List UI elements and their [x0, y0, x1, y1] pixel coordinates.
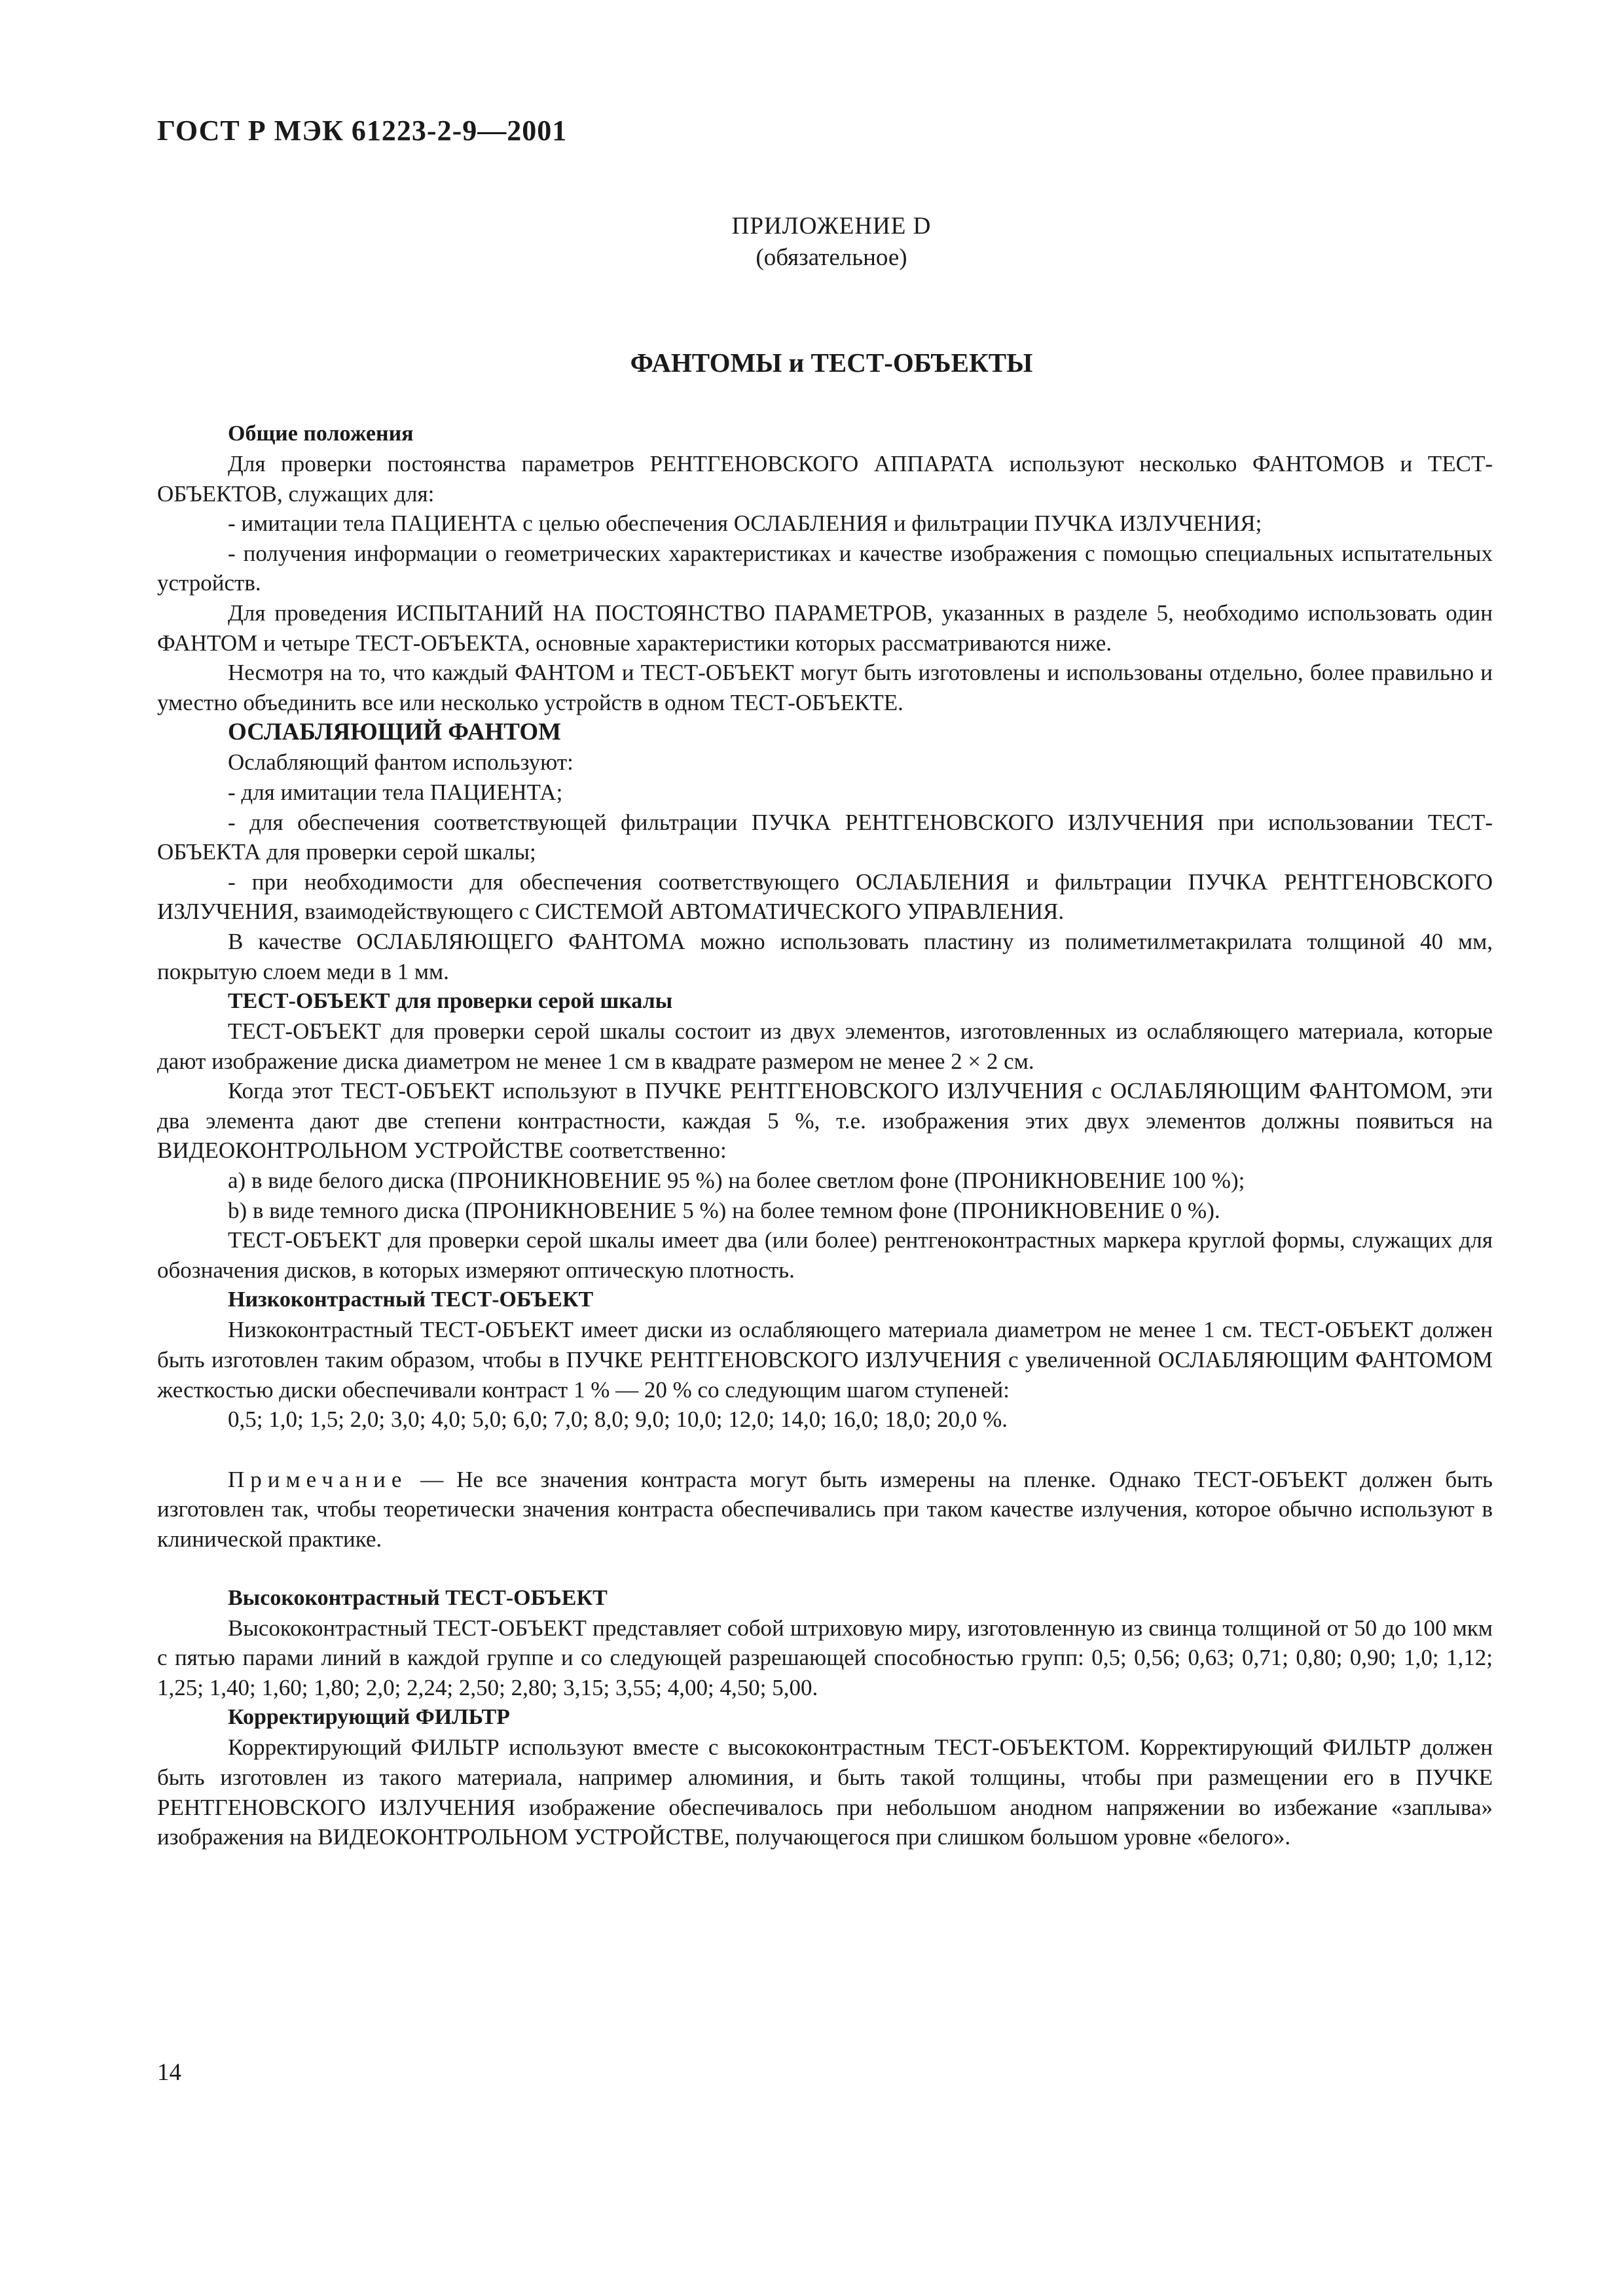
- paragraph: Высококонтрастный ТЕСТ-ОБЪЕКТ представляет собой штриховую миру, изготовленную из свинца толщиной от 50 до 100 мкм с пятью парами линий в каждой группе и со следующей разрешающей способностью групп: 0,5; 0,56; 0,63; 0,71; 0,80; 0,90; 1,0; 1,12; 1,25; 1,40; 1,60; 1,80; 2,0; 2,24; 2,50; 2,80; 3,15; 3,55; 4,00; 4,50; 5,00.: [157, 1615, 1493, 1700]
- appendix-status: (обязательное): [756, 244, 907, 271]
- note-label: Примечание: [228, 1466, 408, 1492]
- page-number: 14: [157, 2059, 181, 2086]
- list-item: a) в виде белого диска (ПРОНИКНОВЕНИЕ 95 %) на более светлом фоне (ПРОНИКНОВЕНИЕ 100 %);: [228, 1168, 1245, 1194]
- section-heading-general: Общие положения: [228, 422, 414, 446]
- paragraph: ТЕСТ-ОБЪЕКТ для проверки серой шкалы состоит из двух элементов, изготовленных из ослабляющего материала, которые дают изображение диска диаметром не менее 1 см в квадрате размером не менее 2 × 2 см.: [157, 1018, 1493, 1074]
- paragraph: Для проведения ИСПЫТАНИЙ НА ПОСТОЯНСТВО ПАРАМЕТРОВ, указанных в разделе 5, необходимо использовать один ФАНТОМ и четыре ТЕСТ-ОБЪЕКТА, основные характеристики которых рассматриваются ниже.: [157, 600, 1493, 656]
- note-text: — Не все значения контраста могут быть измерены на пленке. Однако ТЕСТ-ОБЪЕКТ должен быть изготовлен так, чтобы теоретически значения контраста обеспечивались при таком качестве излучения, которое обычно используют в клинической практике.: [157, 1466, 1493, 1552]
- paragraph: Несмотря на то, что каждый ФАНТОМ и ТЕСТ-ОБЪЕКТ могут быть изготовлены и использованы отдельно, более правильно и уместно объединить все или несколько устройств в одном ТЕСТ-ОБЪЕКТЕ.: [157, 660, 1493, 715]
- paragraph: Для проверки постоянства параметров РЕНТГЕНОВСКОГО АППАРАТА используют несколько ФАНТОМОВ и ТЕСТ-ОБЪЕКТОВ, служащих для:: [157, 451, 1493, 507]
- list-item: - для имитации тела ПАЦИЕНТА;: [228, 779, 563, 805]
- list-item: - при необходимости для обеспечения соответствующего ОСЛАБЛЕНИЯ и фильтрации ПУЧКА РЕНТГЕНОВСКОГО ИЗЛУЧЕНИЯ, взаимодействующего с СИСТЕМОЙ АВТОМАТИЧЕСКОГО УПРАВЛЕНИЯ.: [157, 869, 1493, 925]
- list-item: - имитации тела ПАЦИЕНТА с целью обеспечения ОСЛАБЛЕНИЯ и фильтрации ПУЧКА ИЗЛУЧЕНИЯ;: [228, 511, 1262, 537]
- paragraph: Когда этот ТЕСТ-ОБЪЕКТ используют в ПУЧКЕ РЕНТГЕНОВСКОГО ИЗЛУЧЕНИЯ с ОСЛАБЛЯЮЩИМ ФАНТОМОМ, эти два элемента дают две степени контрастности, каждая 5 %, т.е. изображения этих двух элементов должны появиться на ВИДЕОКОНТРОЛЬНОМ УСТРОЙСТВЕ соответственно:: [157, 1078, 1493, 1164]
- section-heading-attenuating-phantom: ОСЛАБЛЯЮЩИЙ ФАНТОМ: [228, 719, 562, 746]
- appendix-header: [157, 211, 1493, 274]
- paragraph: В качестве ОСЛАБЛЯЮЩЕГО ФАНТОМА можно использовать пластину из полиметилметакрилата толщиной 40 мм, покрытую слоем меди в 1 мм.: [157, 928, 1493, 984]
- list-item: - получения информации о геометрических характеристиках и качестве изображения с помощью специальных испытательных устройств.: [157, 540, 1493, 596]
- appendix-name: ПРИЛОЖЕНИЕ D: [731, 213, 932, 240]
- section-heading-low-contrast: Низкоконтрастный ТЕСТ-ОБЪЕКТ: [228, 1287, 594, 1312]
- paragraph: ТЕСТ-ОБЪЕКТ для проверки серой шкалы имеет два (или более) рентгеноконтрастных маркера круглой формы, служащих для обозначения дисков, в которых измеряют оптическую плотность.: [157, 1227, 1493, 1283]
- document-id: ГОСТ Р МЭК 61223-2-9—2001: [157, 115, 568, 147]
- appendix-title: ФАНТОМЫ и ТЕСТ-ОБЪЕКТЫ: [630, 348, 1033, 378]
- document-page: [157, 111, 1493, 2245]
- paragraph: Низкоконтрастный ТЕСТ-ОБЪЕКТ имеет диски из ослабляющего материала диаметром не менее 1 см. ТЕСТ-ОБЪЕКТ должен быть изготовлен таким образом, чтобы в ПУЧКЕ РЕНТГЕНОВСКОГО ИЗЛУЧЕНИЯ с увеличенной ОСЛАБЛЯЮЩИМ ФАНТОМОМ жесткостью диски обеспечивали контраст 1 % — 20 % со следующим шагом ступеней:: [157, 1317, 1493, 1403]
- section-heading-high-contrast: Высококонтрастный ТЕСТ-ОБЪЕКТ: [228, 1585, 608, 1610]
- list-item: b) в виде темного диска (ПРОНИКНОВЕНИЕ 5 %) на более темном фоне (ПРОНИКНОВЕНИЕ 0 %).: [228, 1197, 1220, 1223]
- section-heading-correcting-filter: Корректирующий ФИЛЬТР: [228, 1705, 510, 1730]
- contrast-values: 0,5; 1,0; 1,5; 2,0; 3,0; 4,0; 5,0; 6,0; 7,0; 8,0; 9,0; 10,0; 12,0; 14,0; 16,0; 18,0; 20,0 %.: [228, 1407, 1008, 1433]
- paragraph: Ослабляющий фантом используют:: [228, 749, 574, 776]
- paragraph: Корректирующий ФИЛЬТР используют вместе с высококонтрастным ТЕСТ-ОБЪЕКТОМ. Корректирующий ФИЛЬТР должен быть изготовлен из такого материала, например алюминия, и быть такой толщины, чтобы при размещении его в ПУЧКЕ РЕНТГЕНОВСКОГО ИЗЛУЧЕНИЯ изображение обеспечивалось при небольшом анодном напряжении во избежание «заплыва» изображения на ВИДЕОКОНТРОЛЬНОМ УСТРОЙСТВЕ, получающегося при слишком большом уровне «белого».: [157, 1734, 1493, 1850]
- list-item: - для обеспечения соответствующей фильтрации ПУЧКА РЕНТГЕНОВСКОГО ИЗЛУЧЕНИЯ при использовании ТЕСТ-ОБЪЕКТА для проверки серой шкалы;: [157, 809, 1493, 865]
- note: [157, 1465, 1493, 1554]
- section-heading-grayscale: ТЕСТ-ОБЪЕКТ для проверки серой шкалы: [228, 989, 673, 1014]
